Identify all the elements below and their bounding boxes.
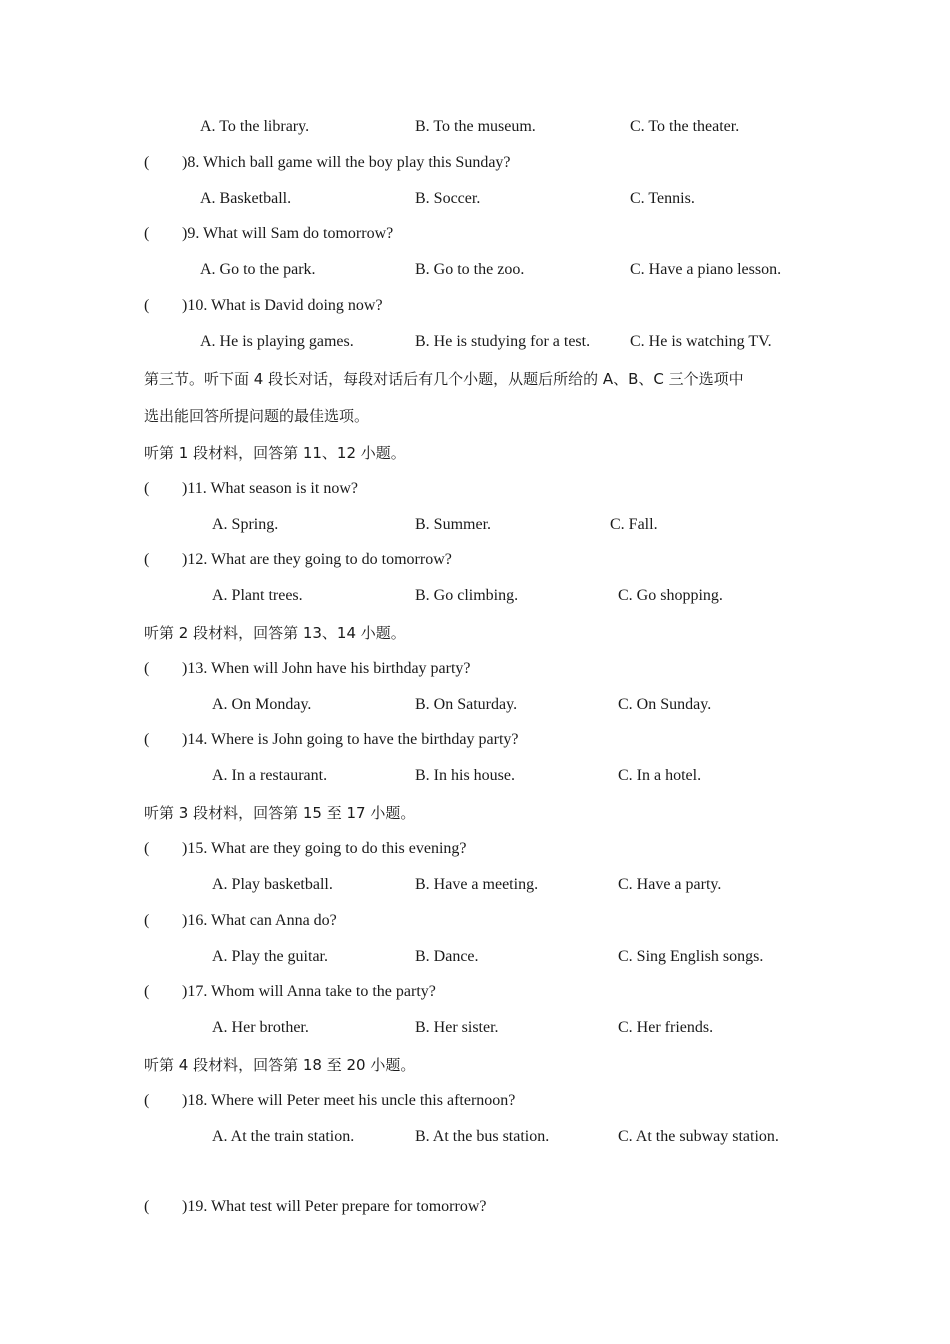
answer-option-c: C. On Sunday.	[618, 696, 712, 713]
answer-blank[interactable]: (	[144, 154, 150, 171]
answer-blank[interactable]: (	[144, 912, 150, 929]
answer-option-b: B. Summer.	[415, 516, 492, 533]
question-text: )18. Where will Peter meet his uncle this afternoon?	[182, 1092, 516, 1109]
answer-option-b: B. Go to the zoo.	[415, 261, 525, 278]
question-line	[144, 550, 452, 570]
question-line	[144, 659, 471, 679]
answer-option-c: C. Go shopping.	[618, 587, 723, 604]
answer-option-a: A. At the train station.	[212, 1128, 355, 1145]
question-text: )14. Where is John going to have the birthday party?	[182, 731, 519, 748]
question-line	[144, 982, 436, 1002]
question-text: )16. What can Anna do?	[182, 912, 337, 929]
answer-option-b: B. Have a meeting.	[415, 876, 539, 893]
answer-option-c: C. To the theater.	[630, 118, 740, 135]
question-text: )13. When will John have his birthday party?	[182, 660, 471, 677]
answer-blank[interactable]: (	[144, 1092, 150, 1109]
question-text: )11. What season is it now?	[182, 480, 358, 497]
answer-blank[interactable]: (	[144, 840, 150, 857]
question-text: )15. What are they going to do this evening?	[182, 840, 467, 857]
question-text: )9. What will Sam do tomorrow?	[182, 225, 394, 242]
question-text: )10. What is David doing now?	[182, 297, 383, 314]
question-text: )8. Which ball game will the boy play this Sunday?	[182, 154, 511, 171]
answer-option-c: C. Her friends.	[618, 1019, 714, 1036]
section-heading: 听第 3 段材料，回答第 15 至 17 小题。	[144, 804, 416, 822]
answer-option-c: C. Have a piano lesson.	[630, 261, 782, 278]
answer-option-a: A. Spring.	[212, 516, 279, 533]
section-heading: 听第 2 段材料，回答第 13、14 小题。	[144, 624, 406, 642]
answer-option-b: B. Dance.	[415, 948, 479, 965]
answer-option-b: B. Go climbing.	[415, 587, 519, 604]
question-line	[144, 224, 393, 244]
answer-option-b: B. To the museum.	[415, 118, 536, 135]
answer-option-a: A. On Monday.	[212, 696, 312, 713]
answer-option-a: A. Basketball.	[200, 190, 292, 207]
answer-blank[interactable]: (	[144, 551, 150, 568]
question-line	[144, 839, 467, 859]
answer-blank[interactable]: (	[144, 983, 150, 1000]
answer-option-c: C. At the subway station.	[618, 1128, 779, 1145]
answer-option-a: A. To the library.	[200, 118, 310, 135]
question-text: )12. What are they going to do tomorrow?	[182, 551, 452, 568]
answer-blank[interactable]: (	[144, 480, 150, 497]
answer-option-b: B. In his house.	[415, 767, 515, 784]
question-line	[144, 1091, 515, 1111]
question-line	[144, 730, 519, 750]
question-line	[144, 1197, 487, 1217]
answer-option-c: C. He is watching TV.	[630, 333, 772, 350]
question-line	[144, 296, 383, 316]
answer-option-a: A. Plant trees.	[212, 587, 303, 604]
answer-blank[interactable]: (	[144, 297, 150, 314]
question-line	[144, 911, 337, 931]
answer-option-a: A. Play the guitar.	[212, 948, 328, 965]
section-heading: 听第 1 段材料，回答第 11、12 小题。	[144, 444, 406, 462]
answer-option-c: C. Fall.	[610, 516, 658, 533]
answer-option-b: B. On Saturday.	[415, 696, 518, 713]
answer-option-a: A. He is playing games.	[200, 333, 354, 350]
answer-blank[interactable]: (	[144, 731, 150, 748]
question-text: )17. Whom will Anna take to the party?	[182, 983, 436, 1000]
answer-option-a: A. Go to the park.	[200, 261, 316, 278]
answer-option-c: C. Have a party.	[618, 876, 722, 893]
section-heading: 选出能回答所提问题的最佳选项。	[144, 407, 370, 425]
section-heading: 第三节。听下面 4 段长对话，每段对话后有几个小题，从题后所给的 A、B、C 三个选项中	[144, 370, 744, 388]
answer-option-a: A. In a restaurant.	[212, 767, 328, 784]
answer-option-b: B. Her sister.	[415, 1019, 499, 1036]
answer-blank[interactable]: (	[144, 225, 150, 242]
question-text: )19. What test will Peter prepare for tomorrow?	[182, 1198, 487, 1215]
question-line	[144, 479, 358, 499]
answer-blank[interactable]: (	[144, 660, 150, 677]
section-heading: 听第 4 段材料，回答第 18 至 20 小题。	[144, 1056, 416, 1074]
answer-option-a: A. Her brother.	[212, 1019, 309, 1036]
answer-option-b: B. At the bus station.	[415, 1128, 550, 1145]
answer-option-c: C. Sing English songs.	[618, 948, 764, 965]
answer-blank[interactable]: (	[144, 1198, 150, 1215]
answer-option-b: B. Soccer.	[415, 190, 481, 207]
answer-option-c: C. In a hotel.	[618, 767, 702, 784]
question-line	[144, 153, 511, 173]
answer-option-c: C. Tennis.	[630, 190, 695, 207]
answer-option-a: A. Play basketball.	[212, 876, 333, 893]
answer-option-b: B. He is studying for a test.	[415, 333, 591, 350]
